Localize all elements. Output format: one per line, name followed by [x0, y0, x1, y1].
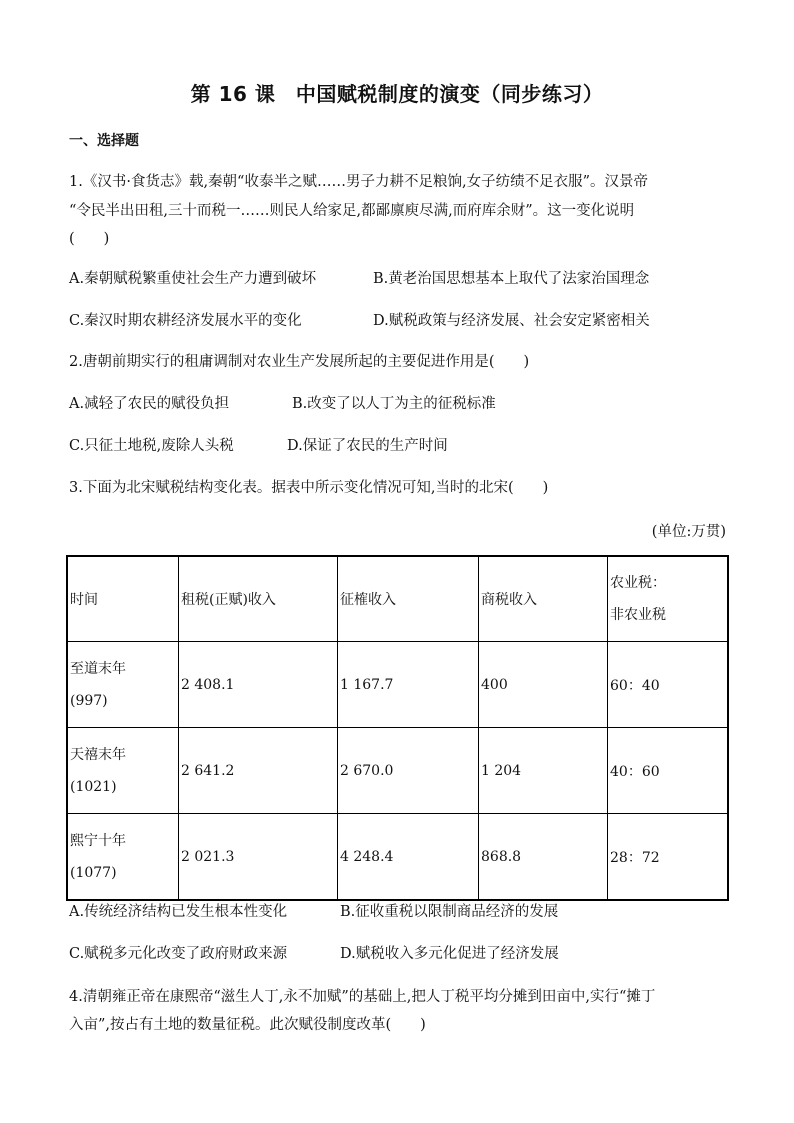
- header-ratio: [608, 557, 728, 642]
- header-monopoly: 征榷收入: [338, 557, 479, 642]
- table-row: [68, 642, 728, 728]
- question-1-stem-line1: 1.《汉书·食货志》载,秦朝“收泰半之赋……男子力耕不足粮饷,女子纺绩不足衣服”。汉景帝: [69, 174, 648, 190]
- cell-year: (1077): [70, 864, 117, 881]
- question-1-option-d: D.赋税政策与经济发展、社会安定紧密相关: [373, 313, 650, 329]
- cell-era: 至道末年: [70, 660, 126, 677]
- header-ratio-top: 农业税：: [610, 575, 666, 591]
- header-ratio-bottom: 非农业税: [610, 607, 666, 623]
- question-2-stem: 2.唐朝前期实行的租庸调制对农业生产发展所起的主要促进作用是( ): [69, 354, 530, 370]
- cell-rent: 2 641.2: [179, 728, 338, 814]
- question-3-option-d: D.赋税收入多元化促进了经济发展: [340, 946, 559, 962]
- cell-monopoly: 1 167.7: [338, 642, 479, 728]
- cell-rent: 2 021.3: [179, 814, 338, 900]
- header-rent: 租税(正赋)收入: [179, 557, 338, 642]
- table-row: [68, 728, 728, 814]
- question-3-option-c: C.赋税多元化改变了政府财政来源: [69, 946, 288, 962]
- cell-commerce: 1 204: [479, 728, 608, 814]
- question-1-stem-line2: “令民半出田租,三十而税一……则民人给家足,都鄙廪庾尽满,而府库余财”。这一变化说明: [69, 203, 635, 219]
- tax-structure-table: [67, 556, 728, 900]
- cell-ratio: 28：72: [608, 814, 728, 900]
- cell-ratio: 60：40: [608, 642, 728, 728]
- cell-commerce: 400: [479, 642, 608, 728]
- cell-time: [68, 728, 179, 814]
- question-3-option-a: A.传统经济结构已发生根本性变化: [69, 904, 288, 920]
- section-heading: 一、选择题: [69, 133, 139, 149]
- question-1-answer-blank: ( ): [69, 231, 110, 247]
- table-row: [68, 814, 728, 900]
- cell-year: (1021): [70, 778, 117, 795]
- question-3-option-b: B.征收重税以限制商品经济的发展: [340, 904, 559, 920]
- question-2-option-c: C.只征土地税,废除人头税: [69, 438, 234, 454]
- cell-year: (997): [70, 692, 108, 709]
- question-2-option-d: D.保证了农民的生产时间: [287, 438, 448, 454]
- question-4-stem-line2: 入亩”,按占有土地的数量征税。此次赋役制度改革( ): [69, 1017, 426, 1033]
- page-title: 第 16 课 中国赋税制度的演变（同步练习）: [190, 82, 604, 106]
- question-3-stem: 3.下面为北宋赋税结构变化表。据表中所示变化情况可知,当时的北宋( ): [69, 480, 549, 496]
- header-time: 时间: [68, 557, 179, 642]
- question-1-option-b: B.黄老治国思想基本上取代了法家治国理念: [373, 271, 650, 287]
- cell-time: [68, 814, 179, 900]
- question-1-option-a: A.秦朝赋税繁重使社会生产力遭到破坏: [69, 271, 317, 287]
- header-commerce: 商税收入: [479, 557, 608, 642]
- cell-monopoly: 4 248.4: [338, 814, 479, 900]
- question-2-option-a: A.减轻了农民的赋役负担: [69, 396, 230, 412]
- table-header-row: [68, 557, 728, 642]
- cell-time: [68, 642, 179, 728]
- cell-ratio: 40：60: [608, 728, 728, 814]
- question-2-option-b: B.改变了以人丁为主的征税标准: [292, 396, 496, 412]
- question-1-option-c: C.秦汉时期农耕经济发展水平的变化: [69, 313, 302, 329]
- cell-era: 天禧末年: [70, 746, 126, 763]
- cell-monopoly: 2 670.0: [338, 728, 479, 814]
- cell-commerce: 868.8: [479, 814, 608, 900]
- question-4-stem-line1: 4.清朝雍正帝在康熙帝“滋生人丁,永不加赋”的基础上,把人丁税平均分摊到田亩中,实行“摊丁: [69, 989, 656, 1005]
- table-unit-note: (单位:万贯): [651, 524, 726, 540]
- cell-rent: 2 408.1: [179, 642, 338, 728]
- cell-era: 熙宁十年: [70, 832, 126, 849]
